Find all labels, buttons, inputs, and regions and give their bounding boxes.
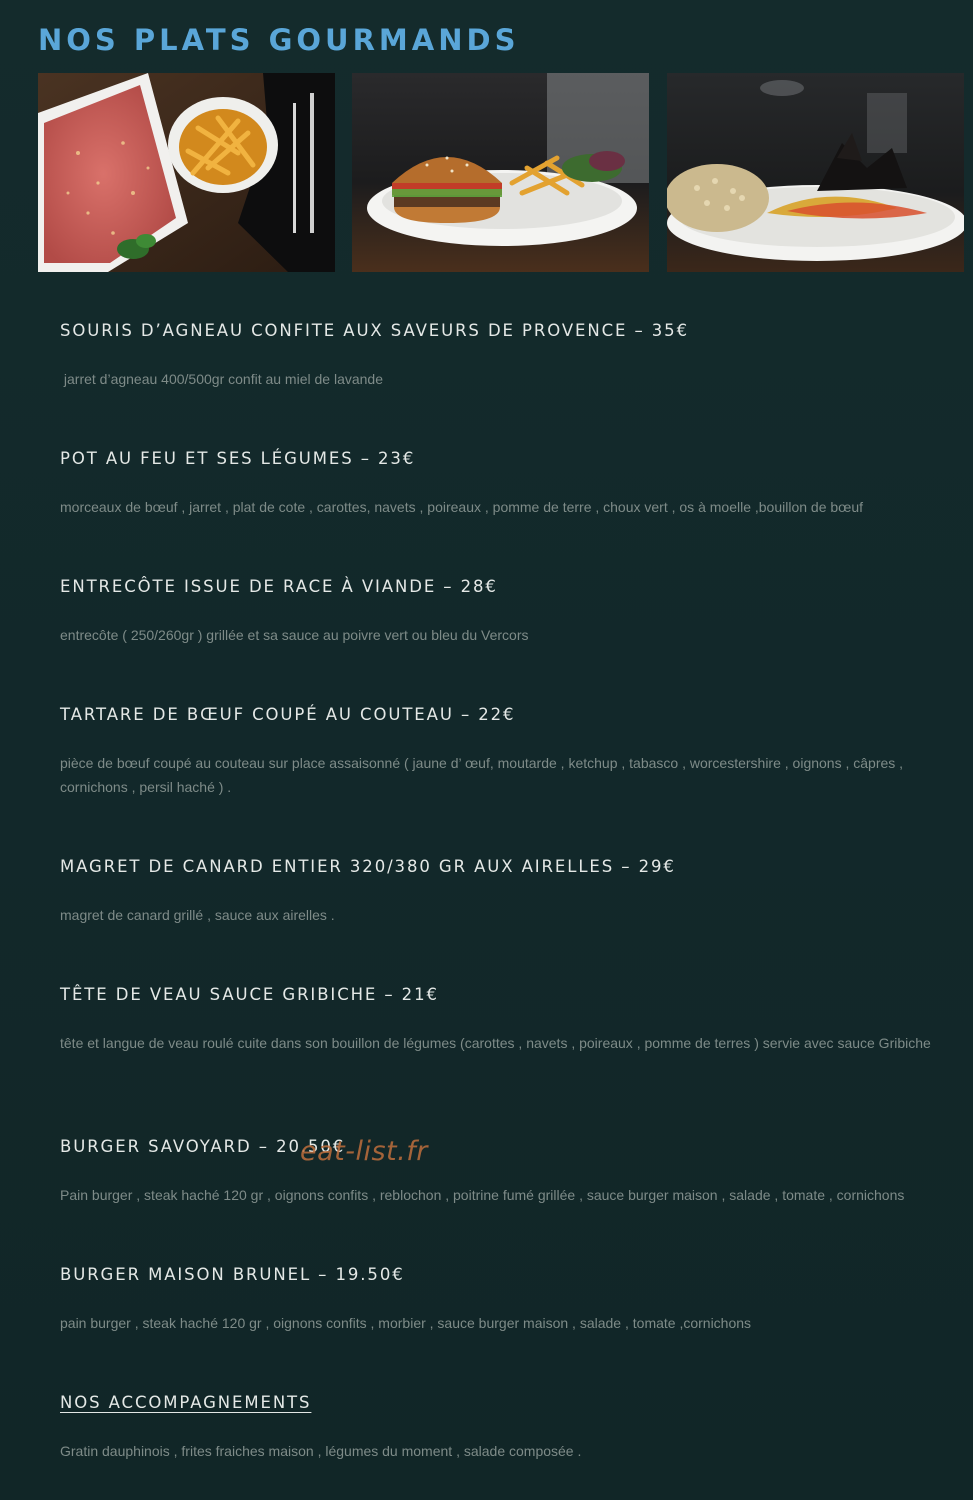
dish-title: TÊTE DE VEAU SAUCE GRIBICHE – 21€ <box>60 985 439 1004</box>
dish-title: BURGER MAISON BRUNEL – 19.50€ <box>60 1265 405 1284</box>
dish-item <box>60 320 940 391</box>
dish-title: SOURIS D’AGNEAU CONFITE AUX SAVEURS DE PROVENCE – 35€ <box>60 321 689 340</box>
photo-gallery <box>38 73 964 272</box>
dish-item <box>60 704 940 799</box>
carpaccio-fries-photo[interactable] <box>38 73 335 272</box>
sides-title: NOS ACCOMPAGNEMENTS <box>60 1393 312 1412</box>
dish-description: entrecôte ( 250/260gr ) grillée et sa sauce au poivre vert ou bleu du Vercors <box>60 627 529 643</box>
dish-item <box>60 1136 940 1207</box>
dish-title: MAGRET DE CANARD ENTIER 320/380 GR AUX AIRELLES – 29€ <box>60 857 676 876</box>
dish-item <box>60 984 940 1055</box>
dish-item <box>60 448 940 519</box>
dish-description: magret de canard grillé , sauce aux airelles . <box>60 907 335 923</box>
risotto-plate-photo[interactable] <box>667 73 964 272</box>
dish-title: BURGER SAVOYARD – 20.50€ <box>60 1137 346 1156</box>
dish-description: jarret d’agneau 400/500gr confit au miel de lavande <box>60 371 383 387</box>
dish-title: TARTARE DE BŒUF COUPÉ AU COUTEAU – 22€ <box>60 705 516 724</box>
dish-item <box>60 856 940 927</box>
sides-section <box>60 1392 940 1463</box>
dish-title: ENTRECÔTE ISSUE DE RACE À VIANDE – 28€ <box>60 577 498 596</box>
dish-description: morceaux de bœuf , jarret , plat de cote , carottes, navets , poireaux , pomme de terre , choux vert , os à moelle ,bouillon de bœuf <box>60 499 864 515</box>
dish-description: tête et langue de veau roulé cuite dans son bouillon de légumes (carottes , navets , poireaux , pomme de terres ) servie avec sauce Gribiche <box>60 1035 931 1051</box>
watermark-logo: eat-list.fr <box>300 1136 428 1167</box>
page-heading: NOS PLATS GOURMANDS <box>38 23 520 57</box>
dish-item <box>60 576 940 647</box>
dish-item <box>60 1264 940 1335</box>
burger-fries-photo[interactable] <box>352 73 649 272</box>
dish-description: pain burger , steak haché 120 gr , oignons confits , morbier , sauce burger maison , salade , tomate ,cornichons <box>60 1315 752 1331</box>
dish-title: POT AU FEU ET SES LÉGUMES – 23€ <box>60 449 416 468</box>
dish-description: Pain burger , steak haché 120 gr , oignons confits , reblochon , poitrine fumé grillée , sauce burger maison , salade , tomate , cornichons <box>60 1187 905 1203</box>
sides-description: Gratin dauphinois , frites fraiches maison , légumes du moment , salade composée . <box>60 1443 582 1459</box>
dish-description: pièce de bœuf coupé au couteau sur place assaisonné ( jaune d’ œuf, moutarde , ketchup , tabasco , worcestershire , oignons , câpres , cornichons , persil haché ) . <box>60 755 904 795</box>
